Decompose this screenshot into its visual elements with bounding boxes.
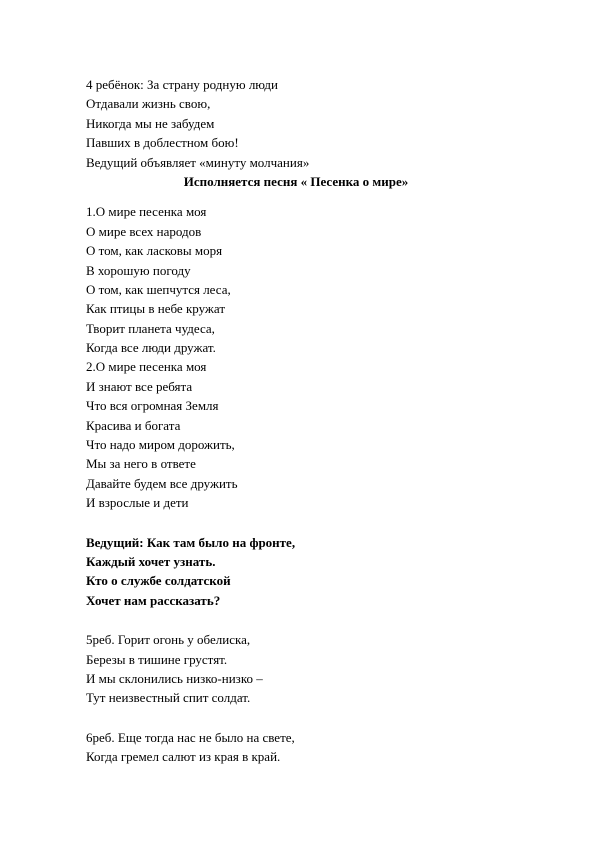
lyric-line: 2.О мире песенка моя [86,359,207,375]
lyric-line: О мире всех народов [86,223,202,239]
lyric-line: Давайте будем все дружить [86,475,238,491]
text-line: Отдавали жизнь свою, [86,96,211,112]
text-line: Березы в тишине грустят. [86,651,228,667]
child6-verse [86,728,526,767]
lyric-line: И знают все ребята [86,378,193,394]
child4-verse [86,75,526,172]
lyric-line: Что вся огромная Земля [86,398,219,414]
lyric-line: Творит планета чудеса, [86,320,215,336]
host-line: Хочет нам рассказать? [86,592,221,608]
lyric-line: О том, как ласковы моря [86,243,223,259]
lyric-line: В хорошую погоду [86,262,191,278]
lyric-line: Красива и богата [86,417,181,433]
song-lyrics [86,202,526,512]
lyric-line: Что надо миром дорожить, [86,437,235,453]
lyric-line: О том, как шепчутся леса, [86,281,231,297]
lyric-line: Мы за него в ответе [86,456,196,472]
document-page [86,75,526,767]
host-verse [86,533,526,611]
lyric-line: Когда все люди дружат. [86,340,216,356]
host-line: Ведущий: Как там было на фронте, [86,534,296,550]
host-line: Кто о службе солдатской [86,573,231,589]
song-heading: Исполняется песня « Песенка о мире» [183,173,409,189]
lyric-line: И взрослые и дети [86,495,189,511]
stage-direction: Ведущий объявляет «минуту молчания» [86,154,310,170]
text-line: Тут неизвестный спит солдат. [86,690,251,706]
lyric-line: 1.О мире песенка моя [86,204,207,220]
text-line: 5реб. Горит огонь у обелиска, [86,632,251,648]
text-line: Павших в доблестном бою! [86,135,239,151]
text-line: Когда гремел салют из края в край. [86,749,281,765]
host-line: Каждый хочет узнать. [86,553,216,569]
text-line: 4 ребёнок: За страну родную люди [86,77,278,92]
child5-verse [86,630,526,708]
text-line: Никогда мы не забудем [86,115,215,131]
text-line: 6реб. Еще тогда нас не было на свете, [86,729,295,745]
lyric-line: Как птицы в небе кружат [86,301,226,317]
text-line: И мы склонились низко-низко – [86,670,263,686]
